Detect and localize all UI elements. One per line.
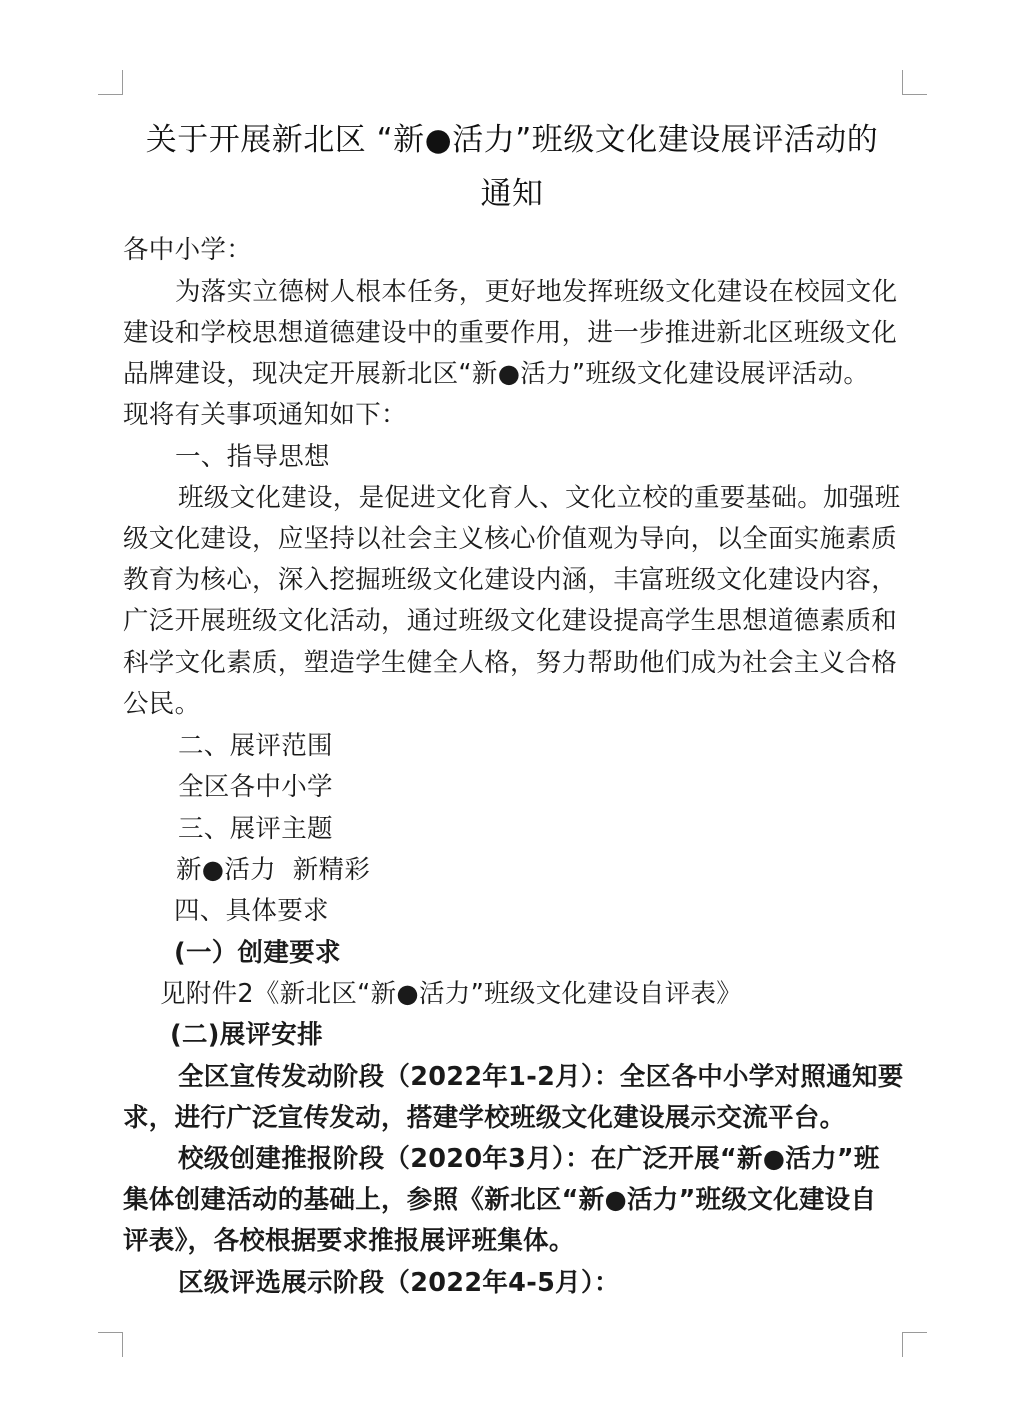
section-heading-theme: 三、展评主题 — [178, 814, 333, 844]
title-line-1: 关于开展新北区 “新●活力”班级文化建设展评活动的 — [145, 122, 879, 158]
subheading-creation-requirements: (一）创建要求 — [174, 938, 341, 968]
stage1-line-1: 全区宣传发动阶段（2022年1-2月）：全区各中小学对照通知要 — [178, 1062, 904, 1092]
attachment-reference: 见附件2《新北区“新●活力”班级文化建设自评表》 — [160, 979, 743, 1009]
intro-line-3: 品牌建设，现决定开展新北区“新●活力”班级文化建设展评活动。 — [123, 359, 870, 389]
stage1-line-2: 求，进行广泛宣传发动，搭建学校班级文化建设展示交流平台。 — [123, 1103, 846, 1133]
intro-line-2: 建设和学校思想道德建设中的重要作用，进一步推进新北区班级文化 — [123, 318, 898, 348]
stage2-line-1: 校级创建推报阶段（2020年3月）：在广泛开展“新●活力”班 — [178, 1144, 880, 1174]
section-heading-requirements: 四、具体要求 — [174, 896, 329, 926]
section1-line-4: 广泛开展班级文化活动，通过班级文化建设提高学生思想道德素质和 — [123, 606, 898, 636]
intro-line-4: 现将有关事项通知如下： — [123, 400, 407, 430]
stage3-line-1: 区级评选展示阶段（2022年4-5月）： — [178, 1268, 620, 1298]
stage2-line-3: 评表》，各校根据要求推报展评班集体。 — [123, 1226, 575, 1256]
section3-body: 新●活力 新精彩 — [176, 855, 371, 885]
crop-mark-bottom-right — [902, 1332, 927, 1357]
stage2-line-2: 集体创建活动的基础上，参照《新北区“新●活力”班级文化建设自 — [123, 1185, 877, 1215]
subheading-evaluation-schedule: (二)展评安排 — [170, 1020, 323, 1050]
section1-line-5: 科学文化素质，塑造学生健全人格，努力帮助他们成为社会主义合格 — [123, 648, 898, 678]
title-line-2: 通知 — [480, 176, 544, 212]
crop-mark-bottom-left — [98, 1332, 123, 1357]
section1-line-1: 班级文化建设，是促进文化育人、文化立校的重要基础。加强班 — [178, 483, 901, 513]
crop-mark-top-left — [98, 70, 123, 95]
section-heading-scope: 二、展评范围 — [178, 731, 333, 761]
salutation: 各中小学： — [123, 235, 253, 265]
document-title — [110, 113, 914, 221]
section1-line-6: 公民。 — [123, 689, 201, 719]
section1-line-3: 教育为核心，深入挖掘班级文化建设内涵，丰富班级文化建设内容， — [123, 565, 898, 595]
section2-body: 全区各中小学 — [178, 772, 333, 802]
section-heading-guiding-thought: 一、指导思想 — [175, 442, 330, 472]
intro-line-1: 为落实立德树人根本任务，更好地发挥班级文化建设在校园文化 — [175, 277, 898, 307]
section1-line-2: 级文化建设，应坚持以社会主义核心价值观为导向，以全面实施素质 — [123, 524, 898, 554]
crop-mark-top-right — [902, 70, 927, 95]
